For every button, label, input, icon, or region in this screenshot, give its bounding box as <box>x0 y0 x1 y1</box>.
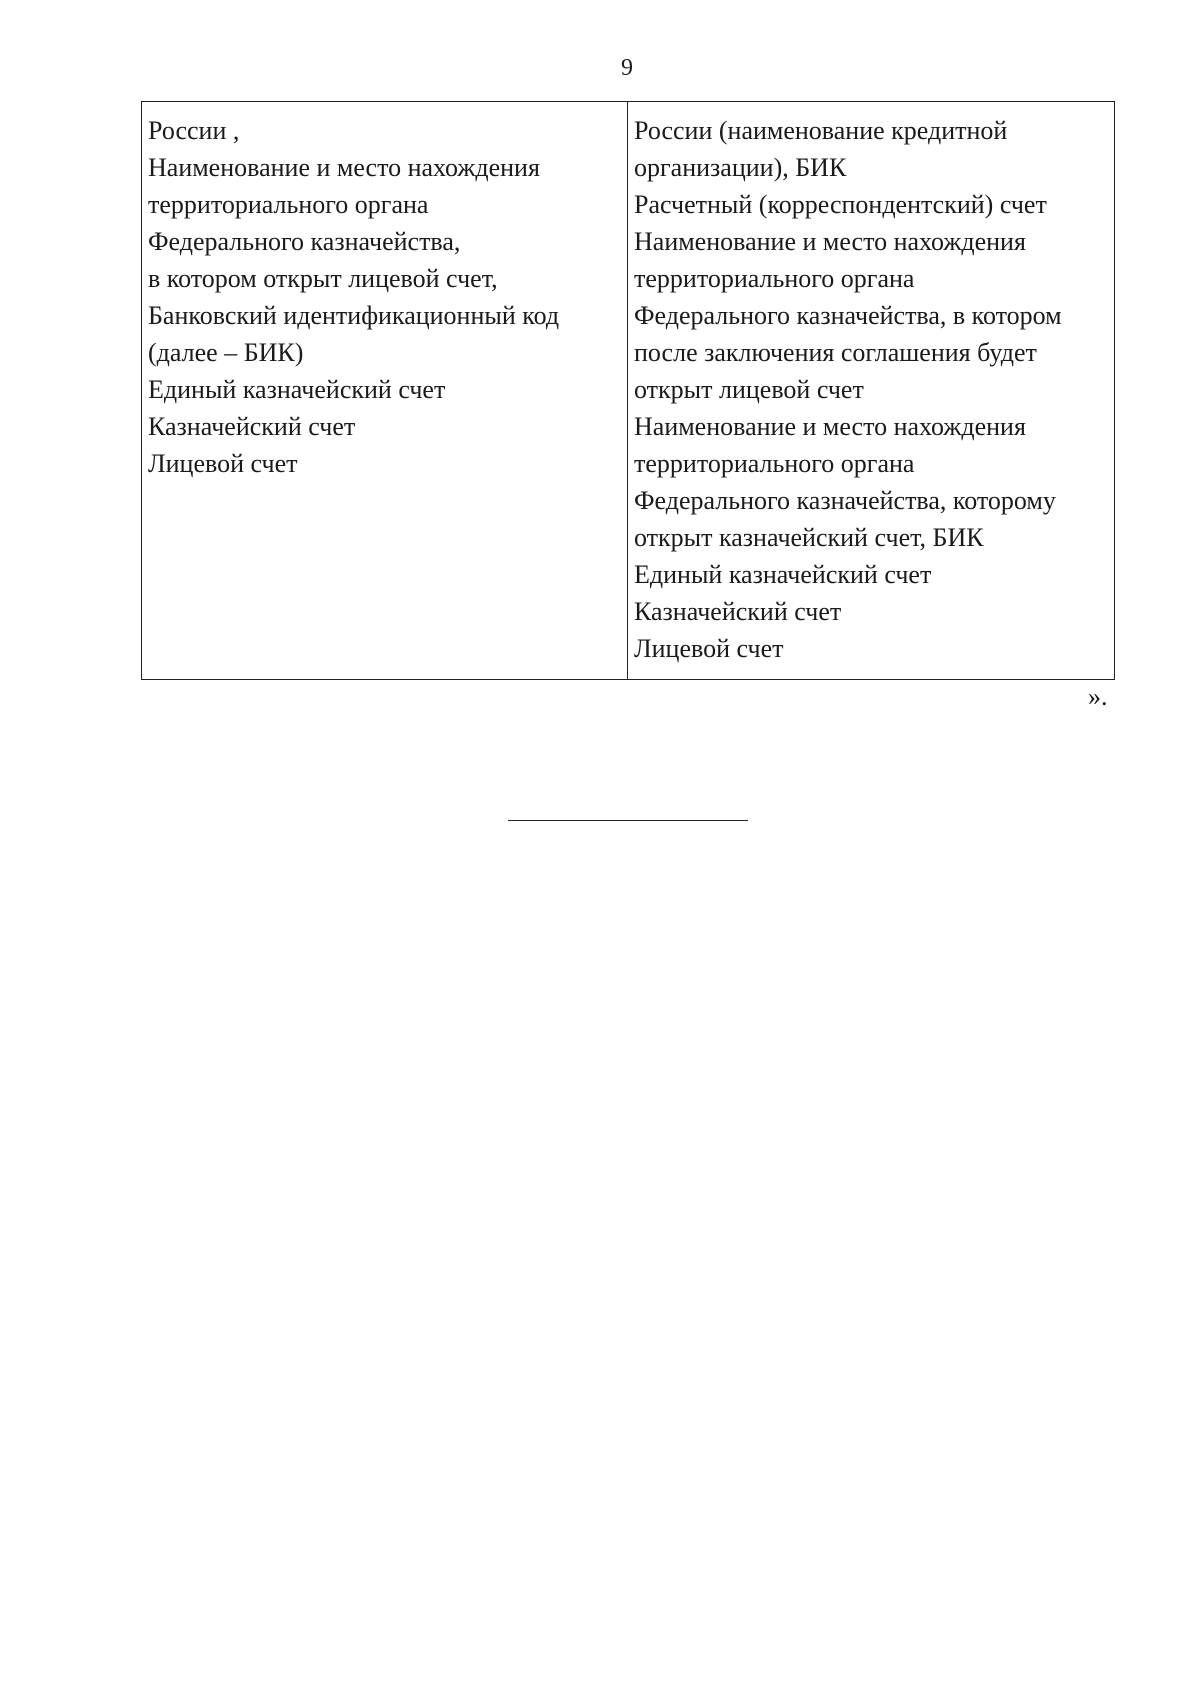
table-line: открыт лицевой счет <box>634 375 864 404</box>
table-line: территориального органа <box>634 449 915 478</box>
table-line: Наименование и место нахождения <box>634 412 1026 441</box>
table-line: России (наименование кредитной <box>634 116 1008 145</box>
end-of-document-rule <box>508 820 748 821</box>
table-line: Наименование и место нахождения <box>634 227 1026 256</box>
table-line: Единый казначейский счет <box>148 375 446 404</box>
table-line: территориального органа <box>148 190 429 219</box>
table-line: территориального органа <box>634 264 915 293</box>
closing-quote: ». <box>1088 682 1108 711</box>
table-line: Федерального казначейства, в котором <box>634 301 1062 330</box>
table-cell-right <box>628 102 1114 679</box>
page-number: 9 <box>621 55 633 81</box>
table-cell-left <box>142 102 628 679</box>
table-line: Федерального казначейства, <box>148 227 461 256</box>
table-line: открыт казначейский счет, БИК <box>634 523 984 552</box>
table-line: после заключения соглашения будет <box>634 338 1037 367</box>
table-line: Единый казначейский счет <box>634 560 932 589</box>
table-line: (далее – БИК) <box>148 338 304 367</box>
table-line: Лицевой счет <box>634 634 784 663</box>
table-line: организации), БИК <box>634 153 847 182</box>
table-line: Расчетный (корреспондентский) счет <box>634 190 1047 219</box>
table-line: Казначейский счет <box>634 597 842 626</box>
table-line: Федерального казначейства, которому <box>634 486 1056 515</box>
table-line: Наименование и место нахождения <box>148 153 540 182</box>
table-line: Лицевой счет <box>148 449 298 478</box>
table-line: России , <box>148 116 240 145</box>
table-line: Банковский идентификационный код <box>148 301 560 330</box>
table-line: в котором открыт лицевой счет, <box>148 264 498 293</box>
document-table <box>141 101 1115 680</box>
table-line: Казначейский счет <box>148 412 356 441</box>
